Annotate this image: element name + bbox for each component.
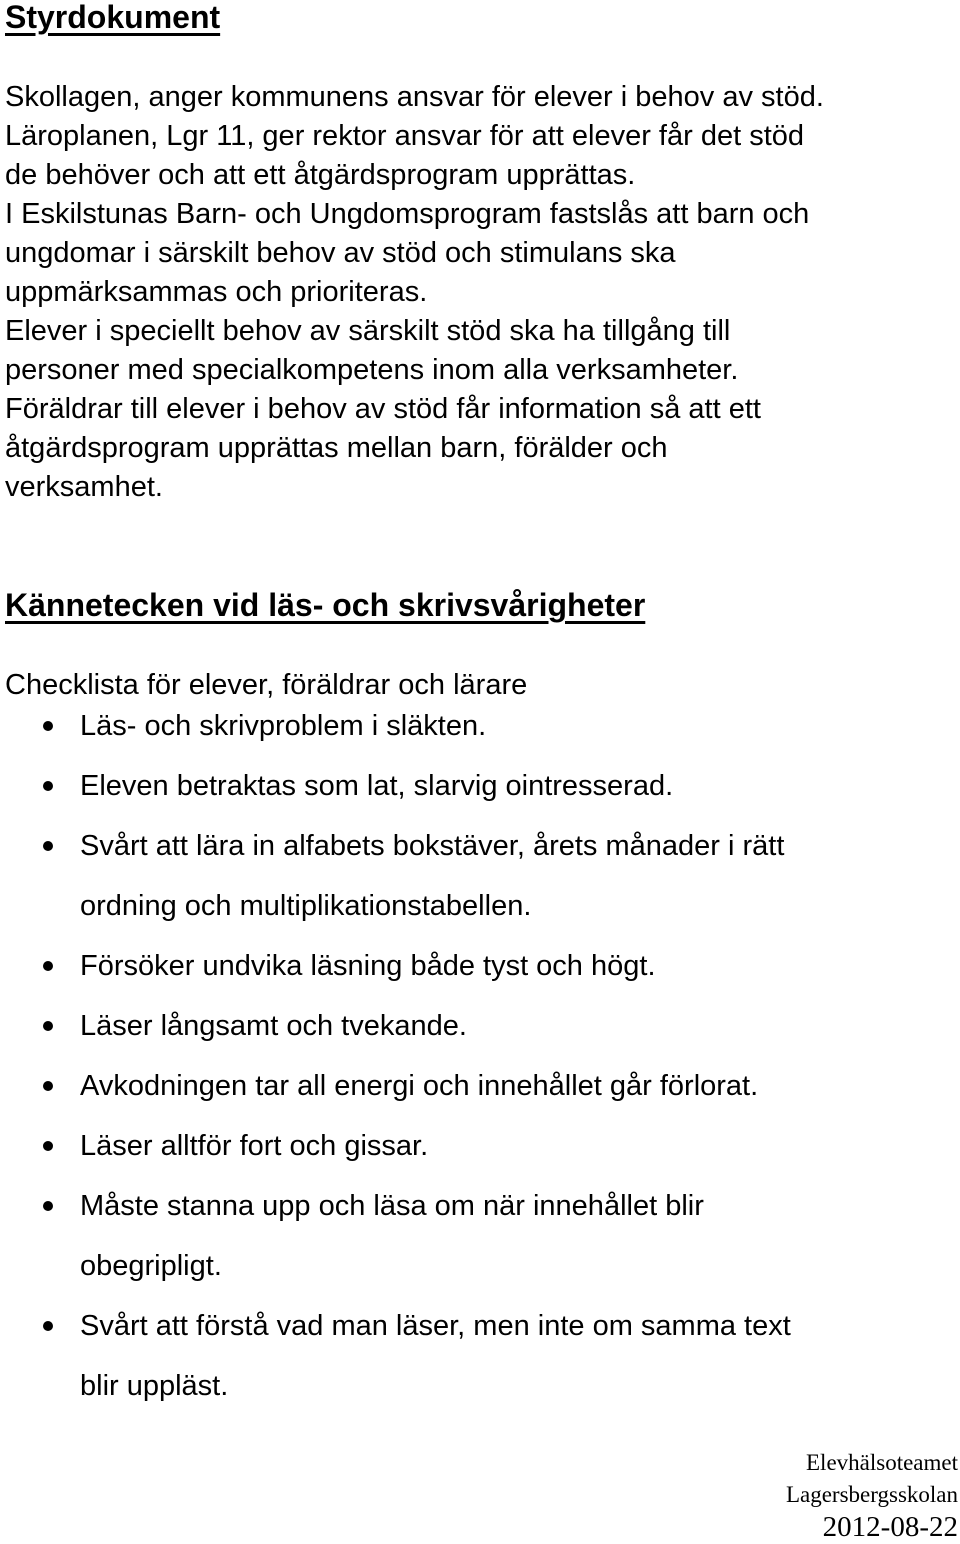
checklist-item-text xyxy=(80,756,673,816)
paragraph-line: uppmärksammas och prioriteras. xyxy=(5,276,428,308)
paragraph-line: ungdomar i särskilt behov av stöd och stimulans ska xyxy=(5,237,676,269)
bullet-icon xyxy=(43,1321,53,1331)
checklist-item-text xyxy=(80,816,784,936)
checklist-item-text xyxy=(80,1176,704,1296)
bullet-icon xyxy=(43,1201,53,1211)
paragraph-line: personer med specialkompetens inom alla verksamheter. xyxy=(5,354,739,386)
heading-kannetecken: Kännetecken vid läs- och skrivsvårigheter xyxy=(5,587,646,623)
paragraph-line: de behöver och att ett åtgärdsprogram upprättas. xyxy=(5,159,636,191)
checklist-item-line: ordning och multiplikationstabellen. xyxy=(80,890,532,922)
footer-team: Elevhälsoteamet xyxy=(806,1450,958,1475)
paragraph-line: Föräldrar till elever i behov av stöd får information så att ett xyxy=(5,393,761,425)
paragraph-line: Skollagen, anger kommunens ansvar för elever i behov av stöd. xyxy=(5,81,824,113)
checklist-title: Checklista för elever, föräldrar och lärare xyxy=(5,669,528,701)
checklist-item-line: Avkodningen tar all energi och innehållet går förlorat. xyxy=(80,1070,759,1102)
intro-paragraph xyxy=(5,78,960,507)
checklist-item-line: Försöker undvika läsning både tyst och högt. xyxy=(80,950,656,982)
checklist-item-line: Eleven betraktas som lat, slarvig ointresserad. xyxy=(80,770,674,802)
checklist-item-text xyxy=(80,1056,758,1116)
checklist-item-line: Svårt att lära in alfabets bokstäver, årets månader i rätt xyxy=(80,830,785,862)
heading-styrdokument: Styrdokument xyxy=(5,0,221,35)
checklist-item-text xyxy=(80,696,486,756)
checklist-item-text xyxy=(80,996,467,1056)
paragraph-line: I Eskilstunas Barn- och Ungdomsprogram fastslås att barn och xyxy=(5,198,810,230)
bullet-icon xyxy=(43,1141,53,1151)
footer-school: Lagersbergsskolan xyxy=(785,1482,958,1507)
bullet-icon xyxy=(43,961,53,971)
checklist-item-text xyxy=(80,1296,791,1416)
checklist-item-line: Läs- och skrivproblem i släkten. xyxy=(80,710,487,742)
bullet-icon xyxy=(43,1081,53,1091)
checklist-item-line: Svårt att förstå vad man läser, men inte om samma text xyxy=(80,1310,791,1342)
checklist-item-line: obegripligt. xyxy=(80,1250,222,1282)
bullet-icon xyxy=(43,781,53,791)
footer-date: 2012-08-22 xyxy=(822,1511,958,1543)
checklist-item-line: Måste stanna upp och läsa om när innehållet blir xyxy=(80,1190,704,1222)
paragraph-line: åtgärdsprogram upprättas mellan barn, förälder och xyxy=(5,432,668,464)
checklist-item-line: Läser långsamt och tvekande. xyxy=(80,1010,467,1042)
checklist-item-text xyxy=(80,1116,428,1176)
checklist-item-line: blir uppläst. xyxy=(80,1370,229,1402)
paragraph-line: verksamhet. xyxy=(5,471,163,503)
bullet-icon xyxy=(43,1021,53,1031)
checklist-item-line: Läser alltför fort och gissar. xyxy=(80,1130,429,1162)
bullet-icon xyxy=(43,841,53,851)
paragraph-line: Elever i speciellt behov av särskilt stöd ska ha tillgång till xyxy=(5,315,731,347)
checklist-item-text xyxy=(80,936,656,996)
paragraph-line: Läroplanen, Lgr 11, ger rektor ansvar för att elever får det stöd xyxy=(5,120,805,152)
bullet-icon xyxy=(43,721,53,731)
